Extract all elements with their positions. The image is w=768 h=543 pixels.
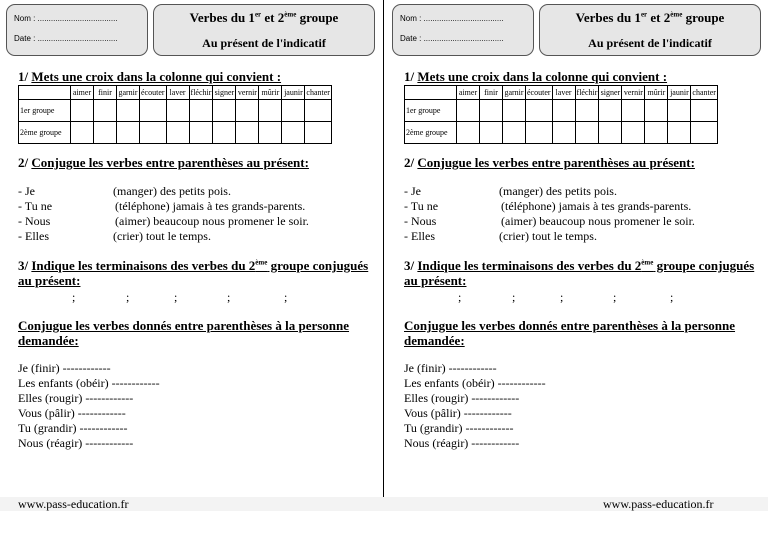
exercise-4-heading: Conjugue les verbes donnés entre parenthèses à la personne <box>404 318 736 333</box>
footer-url-right: www.pass-education.fr <box>603 497 714 511</box>
verb-group-table <box>18 85 332 144</box>
ending-separator: ; <box>126 290 130 304</box>
verb-column-header: vernir <box>622 86 645 100</box>
answer-cell[interactable] <box>645 100 668 122</box>
answer-cell[interactable] <box>259 122 282 144</box>
verb-column-header: signer <box>599 86 622 100</box>
name-date-box <box>392 4 534 56</box>
worksheet-left <box>0 0 380 543</box>
answer-cell[interactable] <box>282 100 305 122</box>
answer-cell[interactable] <box>668 122 691 144</box>
group-row-label: 2ème groupe <box>19 122 71 144</box>
table-corner-cell <box>19 86 71 100</box>
verb-column-header: jaunir <box>668 86 691 100</box>
sentence-subject: - Nous <box>18 214 51 228</box>
ending-separator: ; <box>284 290 288 304</box>
exercise-4-heading-line2: demandée: <box>404 333 465 348</box>
ending-separator: ; <box>458 290 462 304</box>
date-field: Date : .................................... <box>400 34 504 43</box>
answer-cell[interactable] <box>94 100 117 122</box>
table-header-row <box>405 86 718 100</box>
ending-separator: ; <box>560 290 564 304</box>
verb-column-header: vernir <box>236 86 259 100</box>
verb-column-header: mûrir <box>645 86 668 100</box>
date-field: Date : .................................... <box>14 34 118 43</box>
sentence-remainder: (crier) tout le temps. <box>499 229 597 243</box>
sentence-subject: - Tu ne <box>404 199 439 213</box>
answer-cell[interactable] <box>189 122 213 144</box>
sentence-subject: - Elles <box>404 229 435 243</box>
ending-separator: ; <box>613 290 617 304</box>
exercise-1-heading: 1/ Mets une croix dans la colonne qui convient : <box>404 69 668 84</box>
conjugation-item: Tu (grandir) ------------ <box>18 421 128 435</box>
answer-cell[interactable] <box>117 100 140 122</box>
verb-column-header: fléchir <box>189 86 213 100</box>
exercise-3-heading-line2: au présent: <box>404 273 467 288</box>
conjugation-item: Les enfants (obéir) ------------ <box>18 376 160 390</box>
endings-blanks <box>386 290 766 304</box>
conjugation-list <box>18 361 160 451</box>
answer-cell[interactable] <box>575 122 599 144</box>
name-field: Nom : .................................... <box>14 14 118 23</box>
conjugation-item: Tu (grandir) ------------ <box>404 421 514 435</box>
sentence-remainder: (téléphone) jamais à tes grands-parents. <box>115 199 306 213</box>
answer-cell[interactable] <box>117 122 140 144</box>
sentence-subject: - Je <box>404 184 421 198</box>
exercise-2-heading: 2/ Conjugue les verbes entre parenthèses au présent: <box>404 155 695 170</box>
table-corner-cell <box>405 86 457 100</box>
sentence-remainder: (aimer) beaucoup nous promener le soir. <box>115 214 309 228</box>
answer-cell[interactable] <box>668 100 691 122</box>
answer-cell[interactable] <box>622 100 645 122</box>
group-row-label: 2ème groupe <box>405 122 457 144</box>
conjugation-item: Vous (pâlir) ------------ <box>18 406 126 420</box>
ending-separator: ; <box>227 290 231 304</box>
answer-cell[interactable] <box>552 100 575 122</box>
answer-cell[interactable] <box>213 100 236 122</box>
verb-column-header: finir <box>480 86 503 100</box>
group-row-label: 1er groupe <box>19 100 71 122</box>
exercise-4-heading-line2: demandée: <box>18 333 79 348</box>
conjugation-item: Nous (réagir) ------------ <box>404 436 520 450</box>
group-row-label: 1er groupe <box>405 100 457 122</box>
exercise-3-heading: 3/ Indique les terminaisons des verbes du 2ème groupe conjugués <box>404 258 755 273</box>
conjugation-item: Les enfants (obéir) ------------ <box>404 376 546 390</box>
ending-separator: ; <box>670 290 674 304</box>
answer-cell[interactable] <box>691 122 718 144</box>
sentence-remainder: (manger) des petits pois. <box>499 184 617 198</box>
verb-column-header: chanter <box>305 86 332 100</box>
answer-cell[interactable] <box>236 122 259 144</box>
sentence-subject: - Tu ne <box>18 199 53 213</box>
worksheet-subtitle: Au présent de l'indicatif <box>588 36 712 50</box>
table-row <box>405 100 718 122</box>
conjugation-list <box>404 361 546 451</box>
sentence-subject: - Je <box>18 184 35 198</box>
verb-column-header: laver <box>552 86 575 100</box>
answer-cell[interactable] <box>599 122 622 144</box>
verb-column-header: finir <box>94 86 117 100</box>
verb-column-header: jaunir <box>282 86 305 100</box>
answer-cell[interactable] <box>94 122 117 144</box>
answer-cell[interactable] <box>599 100 622 122</box>
answer-cell[interactable] <box>503 122 526 144</box>
verb-column-header: mûrir <box>259 86 282 100</box>
title-box <box>539 4 761 56</box>
answer-cell[interactable] <box>480 100 503 122</box>
answer-cell[interactable] <box>645 122 668 144</box>
verb-column-header: chanter <box>691 86 718 100</box>
conjugation-item: Je (finir) ------------ <box>404 361 497 375</box>
exercise-2-heading: 2/ Conjugue les verbes entre parenthèses au présent: <box>18 155 309 170</box>
exercise-1-heading: 1/ Mets une croix dans la colonne qui convient : <box>18 69 282 84</box>
answer-cell[interactable] <box>282 122 305 144</box>
answer-cell[interactable] <box>305 100 332 122</box>
answer-cell[interactable] <box>189 100 213 122</box>
sentence-remainder: (aimer) beaucoup nous promener le soir. <box>501 214 695 228</box>
verb-column-header: fléchir <box>575 86 599 100</box>
exercise-3-heading-line2: au présent: <box>18 273 81 288</box>
answer-cell[interactable] <box>526 122 553 144</box>
verb-group-table <box>404 85 718 144</box>
answer-cell[interactable] <box>305 122 332 144</box>
footer-url-left: www.pass-education.fr <box>18 497 129 511</box>
answer-cell[interactable] <box>457 122 480 144</box>
page-divider <box>383 0 384 497</box>
answer-cell[interactable] <box>552 122 575 144</box>
verb-column-header: écouter <box>526 86 553 100</box>
answer-cell[interactable] <box>166 100 189 122</box>
name-date-box <box>6 4 148 56</box>
conjugation-item: Elles (rougir) ------------ <box>404 391 520 405</box>
title-box <box>153 4 375 56</box>
verb-column-header: signer <box>213 86 236 100</box>
conjugation-item: Vous (pâlir) ------------ <box>404 406 512 420</box>
answer-cell[interactable] <box>575 100 599 122</box>
answer-cell[interactable] <box>622 122 645 144</box>
table-row <box>19 100 332 122</box>
exercise-4-heading: Conjugue les verbes donnés entre parenthèses à la personne <box>18 318 350 333</box>
ending-separator: ; <box>174 290 178 304</box>
answer-cell[interactable] <box>457 100 480 122</box>
answer-cell[interactable] <box>691 100 718 122</box>
conjugation-item: Nous (réagir) ------------ <box>18 436 134 450</box>
conjugation-item: Elles (rougir) ------------ <box>18 391 134 405</box>
endings-blanks <box>0 290 380 304</box>
answer-cell[interactable] <box>259 100 282 122</box>
worksheet-title: Verbes du 1er et 2ème groupe <box>575 10 725 25</box>
sentence-remainder: (crier) tout le temps. <box>113 229 211 243</box>
name-field: Nom : .................................... <box>400 14 504 23</box>
answer-cell[interactable] <box>166 122 189 144</box>
answer-cell[interactable] <box>140 122 167 144</box>
table-header-row <box>19 86 332 100</box>
answer-cell[interactable] <box>503 100 526 122</box>
sentence-subject: - Elles <box>18 229 49 243</box>
answer-cell[interactable] <box>526 100 553 122</box>
answer-cell[interactable] <box>236 100 259 122</box>
verb-column-header: aimer <box>71 86 94 100</box>
verb-column-header: aimer <box>457 86 480 100</box>
verb-column-header: écouter <box>140 86 167 100</box>
exercise-3-heading: 3/ Indique les terminaisons des verbes du 2ème groupe conjugués <box>18 258 369 273</box>
answer-cell[interactable] <box>213 122 236 144</box>
ending-separator: ; <box>512 290 516 304</box>
worksheet-subtitle: Au présent de l'indicatif <box>202 36 326 50</box>
table-row <box>405 122 718 144</box>
verb-column-header: garnir <box>503 86 526 100</box>
answer-cell[interactable] <box>140 100 167 122</box>
worksheet-right <box>386 0 766 543</box>
sentence-remainder: (téléphone) jamais à tes grands-parents. <box>501 199 692 213</box>
answer-cell[interactable] <box>71 122 94 144</box>
verb-column-header: garnir <box>117 86 140 100</box>
sentence-subject: - Nous <box>404 214 437 228</box>
answer-cell[interactable] <box>71 100 94 122</box>
ending-separator: ; <box>72 290 76 304</box>
answer-cell[interactable] <box>480 122 503 144</box>
sentence-remainder: (manger) des petits pois. <box>113 184 231 198</box>
verb-column-header: laver <box>166 86 189 100</box>
worksheet-title: Verbes du 1er et 2ème groupe <box>189 10 339 25</box>
table-row <box>19 122 332 144</box>
conjugation-item: Je (finir) ------------ <box>18 361 111 375</box>
